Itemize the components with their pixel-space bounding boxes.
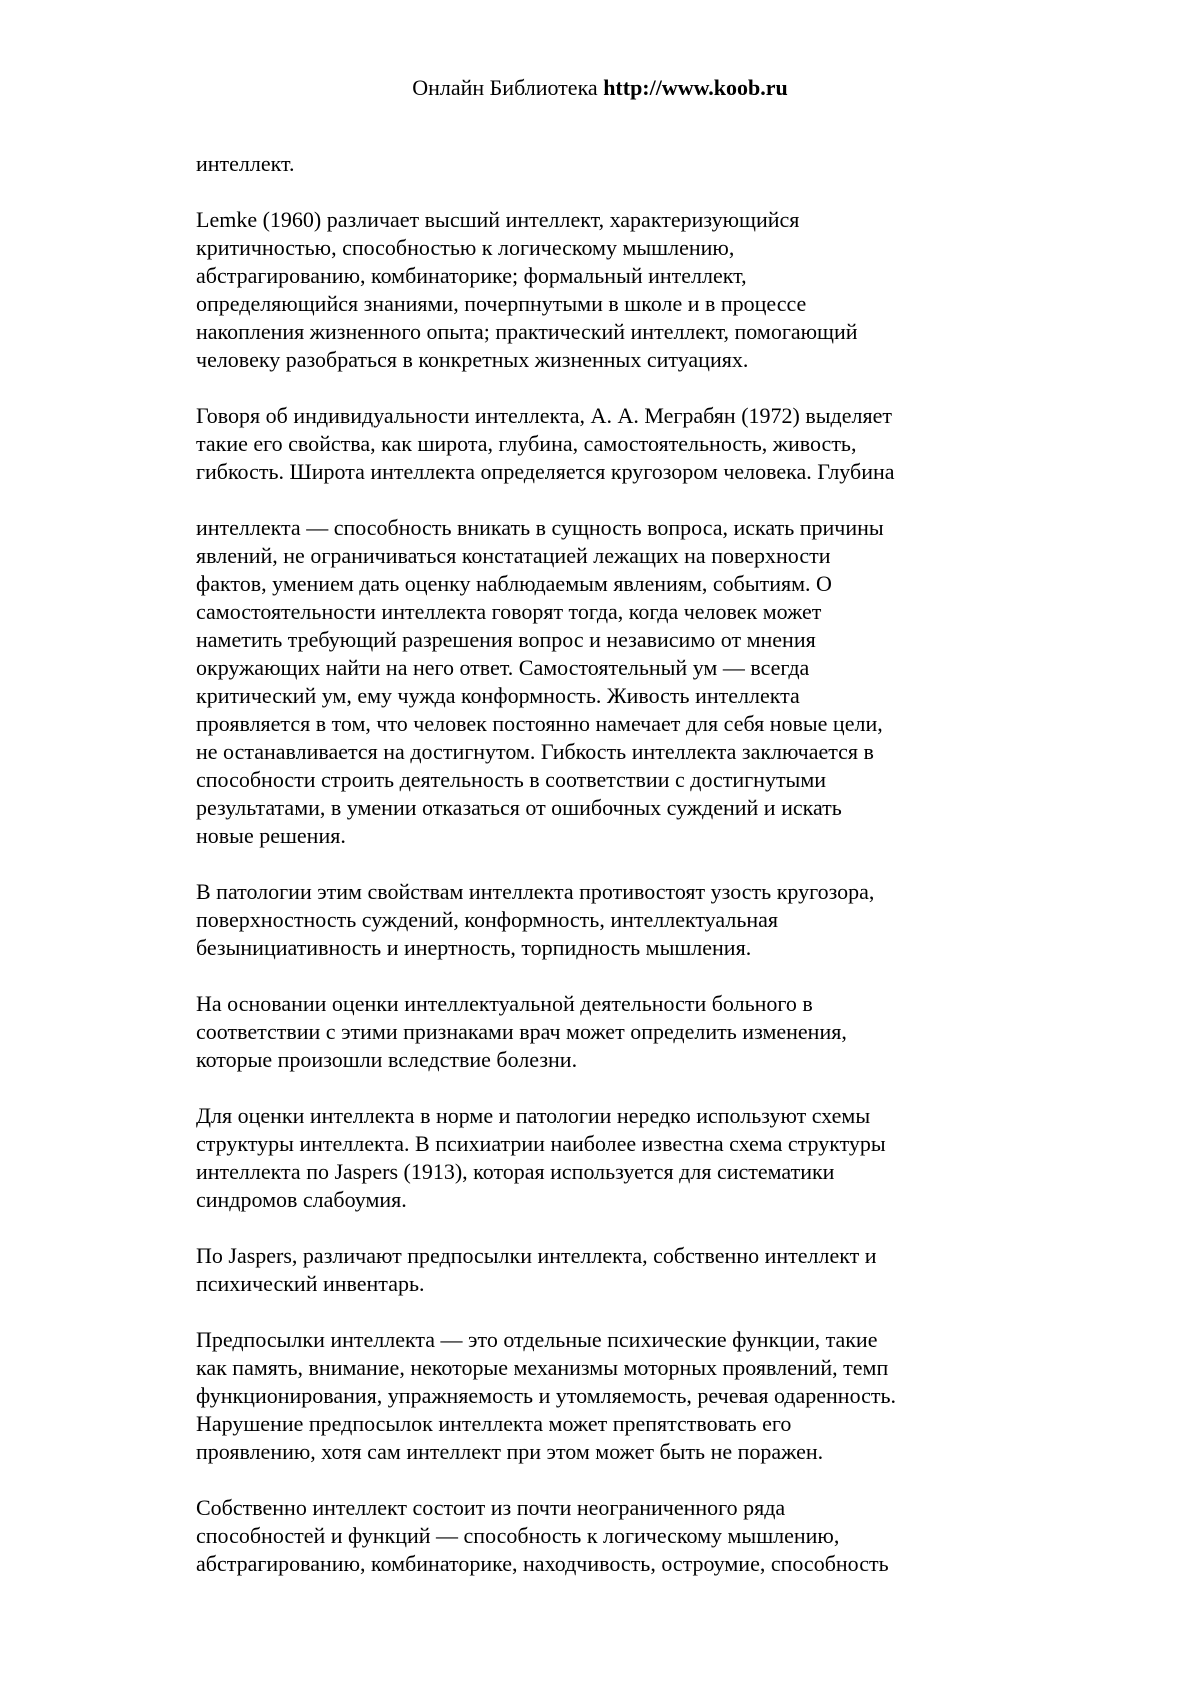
text-line: проявлению, хотя сам интеллект при этом может быть не поражен.	[196, 1439, 824, 1464]
text-line: Lemke (1960) различает высший интеллект, характеризующийся	[196, 207, 800, 232]
text-line: соответствии с этими признаками врач может определить изменения,	[196, 1019, 847, 1044]
text-line: определяющийся знаниями, почерпнутыми в школе и в процессе	[196, 291, 807, 316]
text-line: безынициативность и инертность, торпидность мышления.	[196, 935, 752, 960]
paragraph	[196, 1326, 996, 1466]
text-line: способности строить деятельность в соответствии с достигнутыми	[196, 767, 827, 792]
text-line: явлений, не ограничиваться констатацией лежащих на поверхности	[196, 543, 831, 568]
text-line: абстрагированию, комбинаторике, находчивость, остроумие, способность	[196, 1551, 889, 1576]
text-line: Предпосылки интеллекта — это отдельные психические функции, такие	[196, 1327, 878, 1352]
text-line: самостоятельности интеллекта говорят тогда, когда человек может	[196, 599, 822, 624]
text-line: накопления жизненного опыта; практический интеллект, помогающий	[196, 319, 858, 344]
text-line: психический инвентарь.	[196, 1271, 425, 1296]
text-line: Собственно интеллект состоит из почти неограниченного ряда	[196, 1495, 786, 1520]
text-line: которые произошли вследствие болезни.	[196, 1047, 578, 1072]
text-line: критичностью, способностью к логическому мышлению,	[196, 235, 735, 260]
text-line: наметить требующий разрешения вопрос и независимо от мнения	[196, 627, 816, 652]
header-url: http://www.koob.ru	[603, 75, 788, 100]
text-line: На основании оценки интеллектуальной деятельности больного в	[196, 991, 813, 1016]
text-line: критический ум, ему чужда конформность. Живость интеллекта	[196, 683, 800, 708]
text-line: фактов, умением дать оценку наблюдаемым явлениям, событиям. О	[196, 571, 832, 596]
paragraph	[196, 206, 996, 374]
text-line: интеллект.	[196, 151, 295, 176]
text-line: интеллекта — способность вникать в сущность вопроса, искать причины	[196, 515, 884, 540]
text-line: В патологии этим свойствам интеллекта противостоят узость кругозора,	[196, 879, 875, 904]
text-line: структуры интеллекта. В психиатрии наиболее известна схема структуры	[196, 1131, 886, 1156]
text-line: Говоря об индивидуальности интеллекта, А. А. Меграбян (1972) выделяет	[196, 403, 892, 428]
paragraph	[196, 1494, 996, 1578]
text-line: способностей и функций — способность к логическому мышлению,	[196, 1523, 840, 1548]
text-line: результатами, в умении отказаться от ошибочных суждений и искать	[196, 795, 842, 820]
paragraph	[196, 514, 996, 850]
text-line: По Jaspers, различают предпосылки интеллекта, собственно интеллект и	[196, 1243, 877, 1268]
paragraph	[196, 1102, 996, 1214]
text-line: не останавливается на достигнутом. Гибкость интеллекта заключается в	[196, 739, 874, 764]
header-library-name: Онлайн Библиотека	[412, 75, 604, 100]
text-line: функционирования, упражняемость и утомляемость, речевая одаренность.	[196, 1383, 897, 1408]
paragraph	[196, 878, 996, 962]
text-line: Нарушение предпосылок интеллекта может препятствовать его	[196, 1411, 792, 1436]
text-line: как память, внимание, некоторые механизмы моторных проявлений, темп	[196, 1355, 889, 1380]
paragraph	[196, 1242, 996, 1298]
paragraph	[196, 990, 996, 1074]
text-line: новые решения.	[196, 823, 346, 848]
text-line: поверхностность суждений, конформность, интеллектуальная	[196, 907, 779, 932]
text-line: такие его свойства, как широта, глубина, самостоятельность, живость,	[196, 431, 857, 456]
paragraph	[196, 150, 996, 178]
text-line: синдромов слабоумия.	[196, 1187, 407, 1212]
text-line: абстрагированию, комбинаторике; формальный интеллект,	[196, 263, 747, 288]
text-line: проявляется в том, что человек постоянно намечает для себя новые цели,	[196, 711, 883, 736]
page-header	[0, 74, 1200, 102]
body-text	[196, 150, 996, 1606]
text-line: гибкость. Широта интеллекта определяется кругозором человека. Глубина	[196, 459, 895, 484]
text-line: окружающих найти на него ответ. Самостоятельный ум — всегда	[196, 655, 810, 680]
text-line: Для оценки интеллекта в норме и патологии нередко используют схемы	[196, 1103, 871, 1128]
text-line: человеку разобраться в конкретных жизненных ситуациях.	[196, 347, 749, 372]
paragraph	[196, 402, 996, 486]
text-line: интеллекта по Jaspers (1913), которая используется для систематики	[196, 1159, 835, 1184]
